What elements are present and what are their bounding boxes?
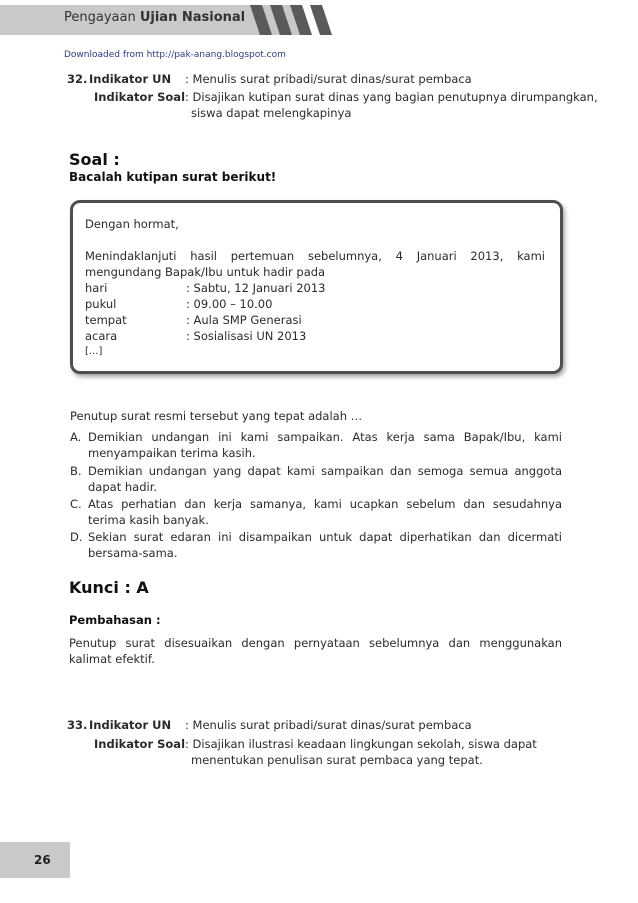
item-number: 33.: [67, 718, 88, 732]
option-text: Sekian surat edaran ini disampaikan untuk dapat diperhatikan dan dicermati bersama-sama.: [88, 530, 562, 560]
letter-excerpt-box: [70, 200, 563, 374]
item-33-indicators: [67, 717, 567, 767]
indikator-soal-label: Indikator Soal: [94, 737, 186, 751]
letter-row-key: tempat: [85, 313, 127, 327]
letter-row-key: pukul: [85, 297, 117, 311]
letter-ellipsis: [...]: [85, 346, 103, 357]
discussion-text: Penutup surat disesuaikan dengan pernyataan sebelumnya dan menggunakan kalimat efektif.: [69, 636, 562, 666]
letter-row-value: : Sabtu, 12 Januari 2013: [186, 281, 326, 295]
header-stripes-decoration: [238, 5, 334, 35]
letter-row-value: : Sosialisasi UN 2013: [186, 329, 307, 343]
soal-instruction: Bacalah kutipan surat berikut!: [69, 170, 277, 184]
letter-row-value: : 09.00 – 10.00: [186, 297, 273, 311]
header-title: Pengayaan Ujian Nasional: [64, 10, 246, 25]
item-number: 32.: [67, 72, 88, 86]
page-header: [0, 0, 638, 38]
letter-row-key: acara: [85, 329, 118, 343]
option-key: A.: [70, 430, 82, 444]
indikator-un-value: : Menulis surat pribadi/surat dinas/surat pembaca: [185, 718, 472, 732]
option-text: Demikian undangan yang dapat kami sampaikan dan semoga semua anggota dapat hadir.: [88, 464, 562, 494]
indikator-un-label: Indikator UN: [89, 72, 172, 86]
indikator-un-label: Indikator UN: [89, 718, 172, 732]
download-note: Downloaded from http://pak-anang.blogspot.com: [64, 50, 286, 60]
option-key: C.: [70, 497, 82, 511]
indikator-soal-value-cont: siswa dapat melengkapinya: [191, 106, 352, 120]
item-32-indicators: [67, 71, 598, 121]
option-key: B.: [70, 464, 82, 478]
letter-row-key: hari: [85, 281, 108, 295]
discussion-label: Pembahasan :: [69, 613, 161, 627]
indikator-soal-value: : Disajikan kutipan surat dinas yang bagian penutupnya dirumpangkan,: [185, 90, 598, 104]
option-key: D.: [70, 530, 83, 544]
question-text: Penutup surat resmi tersebut yang tepat adalah …: [70, 409, 363, 423]
letter-paragraph: Menindaklanjuti hasil pertemuan sebelumnya, 4 Januari 2013, kami mengundang Bapak/Ibu untuk hadir pada: [85, 249, 545, 279]
option-text: Atas perhatian dan kerja samanya, kami ucapkan sebelum dan sesudahnya terima kasih banyak.: [88, 497, 562, 527]
soal-heading: Soal :: [69, 150, 120, 169]
indikator-un-value: : Menulis surat pribadi/surat dinas/surat pembaca: [185, 72, 472, 86]
indikator-soal-label: Indikator Soal: [94, 90, 186, 104]
answer-key-heading: Kunci : A: [69, 578, 149, 597]
page-number: 26: [34, 853, 51, 867]
indikator-soal-value-cont: menentukan penulisan surat pembaca yang tepat.: [191, 753, 483, 767]
option-text: Demikian undangan ini kami sampaikan. Atas kerja sama Bapak/Ibu, kami menyampaikan terima kasih.: [88, 430, 562, 460]
letter-greeting: Dengan hormat,: [85, 217, 179, 231]
letter-row-value: : Aula SMP Generasi: [186, 313, 302, 327]
indikator-soal-value: : Disajikan ilustrasi keadaan lingkungan sekolah, siswa dapat: [185, 737, 537, 751]
